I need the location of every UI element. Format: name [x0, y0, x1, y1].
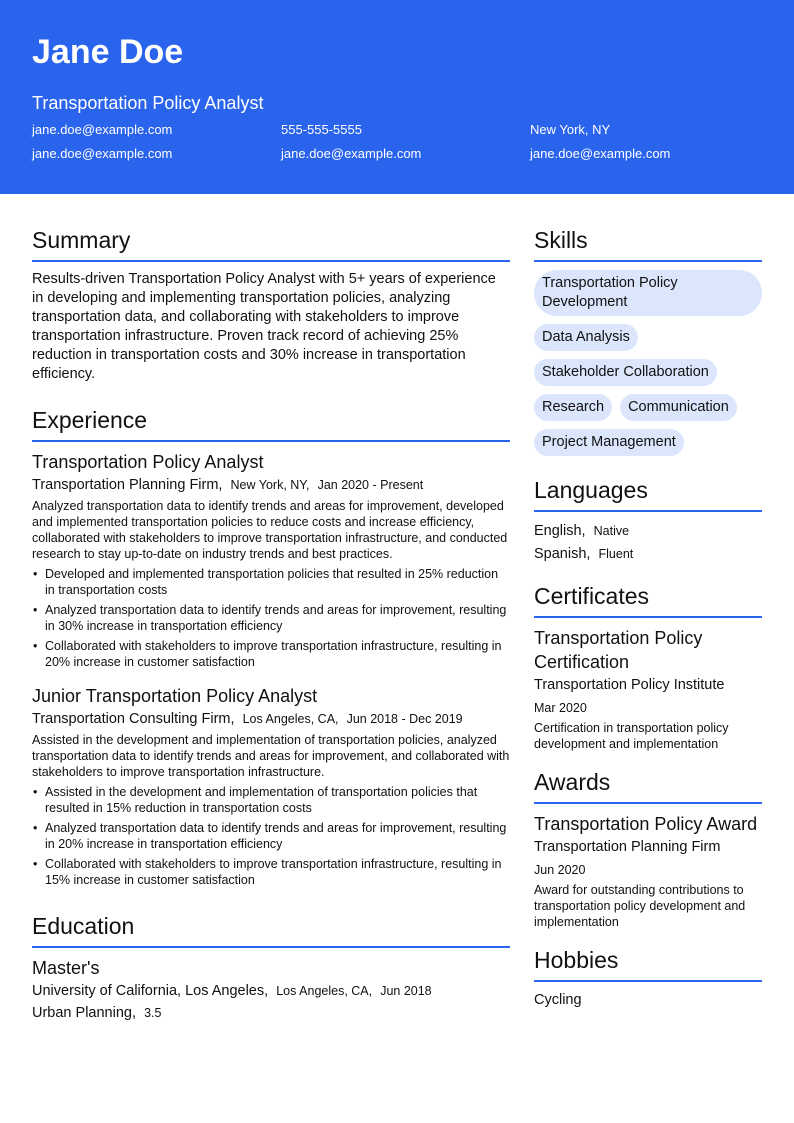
skills-list: [534, 270, 762, 456]
summary-section: [32, 224, 510, 384]
job-company: Transportation Consulting Firm,: [32, 711, 235, 727]
skills-heading: Skills: [534, 224, 762, 262]
language-name: Spanish,: [534, 546, 591, 562]
award-name: Transportation Policy Award: [534, 814, 758, 834]
experience-section: [32, 404, 510, 888]
language-name: English,: [534, 523, 586, 539]
language-level: Native: [593, 524, 630, 538]
job-dates: Jun 2018 - Dec 2019: [346, 712, 463, 726]
skill-pill: Research: [534, 394, 612, 421]
education-field-line: [32, 1002, 510, 1024]
job-achievements: [32, 566, 510, 670]
summary-heading: Summary: [32, 224, 510, 262]
certificates-section: [534, 580, 762, 752]
certificate-issuer: Transportation Policy Institute: [534, 677, 725, 693]
education-school-line: [32, 980, 510, 1002]
certificate-date: Mar 2020: [534, 701, 587, 715]
education-date: Jun 2018: [380, 984, 432, 998]
award-date: Jun 2020: [534, 863, 586, 877]
awards-section: [534, 766, 762, 930]
skill-pill: Stakeholder Collaboration: [534, 359, 717, 386]
contact-location: New York, NY: [530, 122, 611, 137]
job-achievements: [32, 784, 510, 888]
education-location: Los Angeles, CA,: [276, 984, 373, 998]
education-gpa: 3.5: [144, 1006, 162, 1020]
summary-text: Results-driven Transportation Policy Analyst with 5+ years of experience in developing and implementing transportation policies, analyzing transportation data, and collaborating with stakeholders to improve transportation infrastructure. Proven track record of achieving 25% reduction in transportation costs and 30% increase in transportation efficiency.: [32, 271, 496, 382]
education-degree: Master's: [32, 958, 100, 978]
job-meta: [32, 474, 510, 496]
contact-phone: 555-555-5555: [281, 122, 362, 137]
job-entry: [32, 450, 510, 670]
achievement-item: • Analyzed transportation data to identify trends and areas for improvement, resulting in 30% increase in transportation efficiency: [32, 602, 510, 634]
experience-heading: Experience: [32, 404, 510, 442]
job-location: New York, NY,: [230, 478, 310, 492]
award-description: Award for outstanding contributions to transportation policy development and implementation: [534, 883, 746, 929]
job-entry: [32, 684, 510, 888]
resume-header: [0, 0, 794, 194]
achievement-item: • Collaborated with stakeholders to improve transportation infrastructure, resulting in 20% increase in customer satisfaction: [32, 638, 510, 670]
certificate-name: Transportation Policy Certification: [534, 628, 703, 672]
skill-pill: Communication: [620, 394, 737, 421]
job-location: Los Angeles, CA,: [242, 712, 339, 726]
education-school: University of California, Los Angeles,: [32, 983, 269, 999]
job-title: Transportation Policy Analyst: [32, 452, 264, 472]
achievement-item: • Analyzed transportation data to identify trends and areas for improvement, resulting in 20% increase in transportation efficiency: [32, 820, 510, 852]
job-description: Assisted in the development and implementation of transportation policies, analyzed transportation data to identify trends and areas for improvement, and collaborated with stakeholders to improve transportation infrastructure.: [32, 733, 510, 779]
job-meta: [32, 708, 510, 730]
contact-email-4: jane.doe@example.com: [530, 146, 671, 161]
skills-section: [534, 224, 762, 456]
achievement-item: • Collaborated with stakeholders to improve transportation infrastructure, resulting in 15% increase in customer satisfaction: [32, 856, 510, 888]
language-level: Fluent: [598, 547, 634, 561]
education-field: Urban Planning,: [32, 1005, 136, 1021]
hobbies-section: [534, 944, 762, 1010]
language-item: [534, 543, 762, 566]
skill-pill: Data Analysis: [534, 324, 638, 351]
hobbies-heading: Hobbies: [534, 944, 762, 982]
languages-heading: Languages: [534, 474, 762, 512]
left-column: [32, 224, 510, 1024]
candidate-role: Transportation Policy Analyst: [32, 93, 264, 113]
contact-email-3: jane.doe@example.com: [281, 146, 422, 161]
contact-email-2: jane.doe@example.com: [32, 146, 173, 161]
skill-pill: Transportation Policy Development: [534, 270, 762, 316]
award-issuer: Transportation Planning Firm: [534, 839, 721, 855]
job-description: Analyzed transportation data to identify trends and areas for improvement, developed and implemented transportation policies to reduce costs and increase efficiency, collaborated with stakeholders to improve transportation infrastructure, and conducted research to stay up-to-date on industry trends and best practices.: [32, 499, 508, 561]
certificate-description: Certification in transportation policy development and implementation: [534, 721, 729, 751]
awards-heading: Awards: [534, 766, 762, 804]
skill-pill: Project Management: [534, 429, 684, 456]
certificates-heading: Certificates: [534, 580, 762, 618]
job-title: Junior Transportation Policy Analyst: [32, 686, 318, 706]
job-company: Transportation Planning Firm,: [32, 477, 223, 493]
language-item: [534, 520, 762, 543]
right-column: [534, 224, 762, 1010]
education-heading: Education: [32, 910, 510, 948]
job-dates: Jan 2020 - Present: [317, 478, 424, 492]
hobby-item: Cycling: [534, 992, 582, 1008]
education-section: [32, 910, 510, 1024]
candidate-name: Jane Doe: [32, 33, 184, 71]
achievement-item: • Developed and implemented transportation policies that resulted in 25% reduction in transportation costs: [32, 566, 510, 598]
contact-email: jane.doe@example.com: [32, 122, 173, 137]
contact-list: [32, 120, 772, 164]
achievement-item: • Assisted in the development and implementation of transportation policies that resulted in 15% reduction in transportation costs: [32, 784, 510, 816]
languages-section: [534, 474, 762, 566]
